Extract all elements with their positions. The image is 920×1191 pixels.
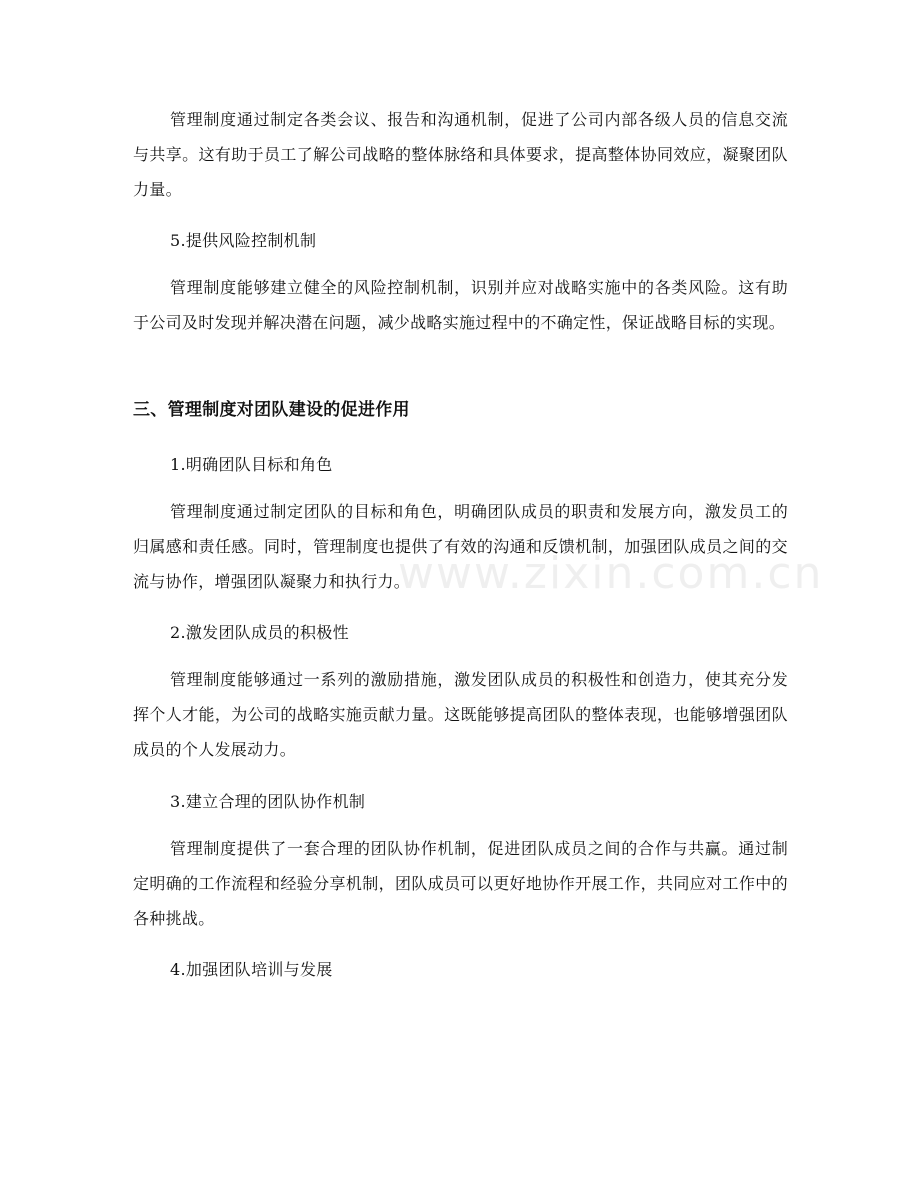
subheading-training: 4.加强团队培训与发展: [170, 960, 333, 979]
watermark-text: www.zixin.com.cn: [398, 548, 824, 599]
subheading-motivation: 2.激发团队成员的积极性: [170, 623, 349, 642]
paragraph-team-goals: 管理制度通过制定团队的目标和角色，明确团队成员的职责和发展方向，激发员工的归属感和责任感。同时，管理制度也提供了有效的沟通和反馈机制，加强团队成员之间的交流与协作，增强团队凝聚力和执行力。: [133, 502, 788, 591]
subheading-risk-control: 5.提供风险控制机制: [170, 231, 317, 250]
section-heading-team-building: 三、管理制度对团队建设的促进作用: [133, 400, 410, 420]
paragraph-communication: 管理制度通过制定各类会议、报告和沟通机制，促进了公司内部各级人员的信息交流与共享。这有助于员工了解公司战略的整体脉络和具体要求，提高整体协同效应，凝聚团队力量。: [133, 110, 788, 199]
paragraph-risk-control: 管理制度能够建立健全的风险控制机制，识别并应对战略实施中的各类风险。这有助于公司及时发现并解决潜在问题，减少战略实施过程中的不确定性，保证战略目标的实现。: [133, 278, 788, 332]
paragraph-collaboration: 管理制度提供了一套合理的团队协作机制，促进团队成员之间的合作与共赢。通过制定明确的工作流程和经验分享机制，团队成员可以更好地协作开展工作，共同应对工作中的各种挑战。: [133, 839, 788, 928]
paragraph-motivation: 管理制度能够通过一系列的激励措施，激发团队成员的积极性和创造力，使其充分发挥个人才能，为公司的战略实施贡献力量。这既能够提高团队的整体表现，也能够增强团队成员的个人发展动力。: [133, 670, 788, 759]
subheading-team-goals: 1.明确团队目标和角色: [170, 455, 333, 474]
subheading-collaboration: 3.建立合理的团队协作机制: [170, 792, 366, 811]
